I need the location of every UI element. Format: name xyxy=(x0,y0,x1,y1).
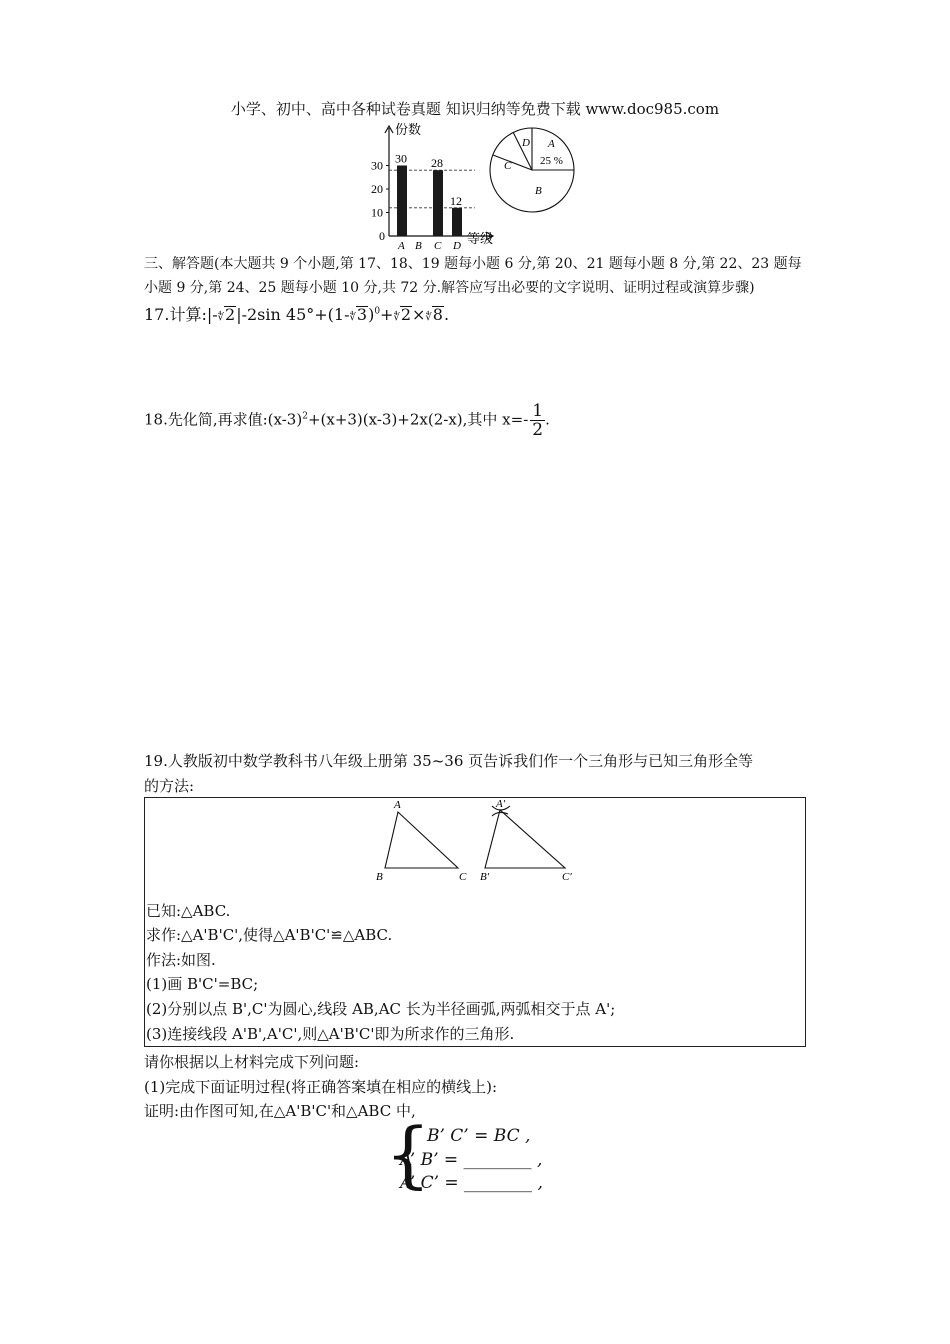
section3-line1: 三、解答题(本大题共 9 个小题,第 17、18、19 题每小题 6 分,第 20、21 题每小题 8 分,第 22、23 题每 xyxy=(144,256,802,272)
y-tick-label-10: 10 xyxy=(371,205,383,220)
section3-line2: 小题 9 分,第 24、25 题每小题 10 分,共 72 分.解答应写出必要的文字说明、证明过程或演算步骤) xyxy=(144,280,755,296)
q17-part2: |-2sin 45°+(1- xyxy=(236,305,350,324)
q17-part6: . xyxy=(443,305,450,324)
pie-label-d: D xyxy=(522,137,530,149)
q17-exponent: 0 xyxy=(374,306,381,317)
x-tick-label-C: C xyxy=(434,240,442,250)
pie-label-b: B xyxy=(535,185,542,197)
y-axis-label: 份数 xyxy=(395,122,422,137)
q17-term2: 3 xyxy=(356,305,368,324)
bar-A xyxy=(397,166,407,237)
q18-numerator: 1 xyxy=(532,401,544,421)
q18-prefix: 18.先化简,再求值:(x-3) xyxy=(144,410,303,429)
box-line-step1: (1)画 B'C'=BC; xyxy=(146,975,259,993)
triangle-abc xyxy=(385,812,458,868)
box-line-step3: (3)连接线段 A'B',A'C',则△A'B'C'即为所求作的三角形. xyxy=(146,1025,515,1043)
y-tick-label-20: 20 xyxy=(371,182,383,196)
q17-part3: ) xyxy=(368,305,375,324)
pie-percent-label: 25 % xyxy=(540,155,563,167)
system-eq1: B’ C’ = BC , xyxy=(427,1126,531,1146)
triangle-figure xyxy=(370,800,600,888)
label-a: A xyxy=(394,800,401,811)
x-axis-label: 等级 xyxy=(467,231,494,246)
label-b: B xyxy=(376,871,383,883)
q19-line1: 19.人教版初中数学教科书八年级上册第 35~36 页告诉我们作一个三角形与已知三角形全等 xyxy=(144,752,754,770)
q17-part5: × xyxy=(412,305,426,324)
q18-rest: +(x+3)(x-3)+2x(2-x),其中 x=- xyxy=(307,410,529,429)
q17-term3: 2 xyxy=(400,305,412,324)
box-line-construct: 求作:△A'B'C',使得△A'B'C'≌△ABC. xyxy=(146,926,393,944)
q18-fraction xyxy=(530,402,545,439)
pie-label-a: A xyxy=(548,138,555,150)
q18-end: . xyxy=(545,410,550,429)
q17-part4: + xyxy=(380,305,394,324)
question-17: 17.计算:|-∜2|-2sin 45°+(1-∜3)$^0$+∜2×∜8. xyxy=(144,305,450,324)
x-tick-label-B: B xyxy=(415,240,422,250)
system-eq2: A’ B’ = ________ , xyxy=(400,1150,543,1170)
box-line-method: 作法:如图. xyxy=(146,951,216,969)
label-b-prime: B′ xyxy=(480,871,490,883)
box-line-known: 已知:△ABC. xyxy=(146,902,231,920)
q19-instruction: 请你根据以上材料完成下列问题: xyxy=(144,1053,360,1071)
origin-label: 0 xyxy=(379,229,385,243)
bar-chart xyxy=(355,122,505,250)
q19-part1: (1)完成下面证明过程(将正确答案填在相应的横线上): xyxy=(144,1078,498,1096)
system-eq3: A’ C’ = ________ , xyxy=(400,1173,543,1193)
y-tick-label-30: 30 xyxy=(371,158,383,173)
bar-value-label-A: 30 xyxy=(395,151,407,166)
box-line-step2: (2)分别以点 B',C'为圆心,线段 AB,AC 长为半径画弧,两弧相交于点 A'; xyxy=(146,1000,616,1018)
q18-denominator: 2 xyxy=(532,420,544,440)
construction-box xyxy=(144,797,806,1047)
question-18 xyxy=(144,402,550,439)
pie-label-c: C xyxy=(504,160,512,172)
system-brace: { xyxy=(385,1112,431,1196)
bar-C xyxy=(433,170,443,236)
label-a-prime: A′ xyxy=(496,800,506,810)
q18-exponent: 2 xyxy=(302,411,308,422)
q17-term4: 8 xyxy=(432,305,443,324)
x-tick-label-D: D xyxy=(453,240,461,250)
bar-value-label-C: 28 xyxy=(431,156,443,171)
label-c-prime: C′ xyxy=(562,871,572,883)
q17-term1: 2 xyxy=(225,305,236,324)
triangle-a2b2c2 xyxy=(485,810,565,868)
q19-proof-intro: 证明:由作图可知,在△A'B'C'和△ABC 中, xyxy=(144,1102,416,1120)
x-tick-label-A: A xyxy=(398,240,405,250)
page-header: 小学、初中、高中各种试卷真题 知识归纳等免费下载 www.doc985.com xyxy=(230,100,720,118)
q17-prefix: 17.计算:|- xyxy=(144,305,218,324)
q19-line2: 的方法: xyxy=(144,777,195,795)
label-c: C xyxy=(459,871,467,883)
bar-D xyxy=(452,208,462,236)
bar-value-label-D: 12 xyxy=(450,193,462,208)
pie-chart xyxy=(488,126,580,216)
